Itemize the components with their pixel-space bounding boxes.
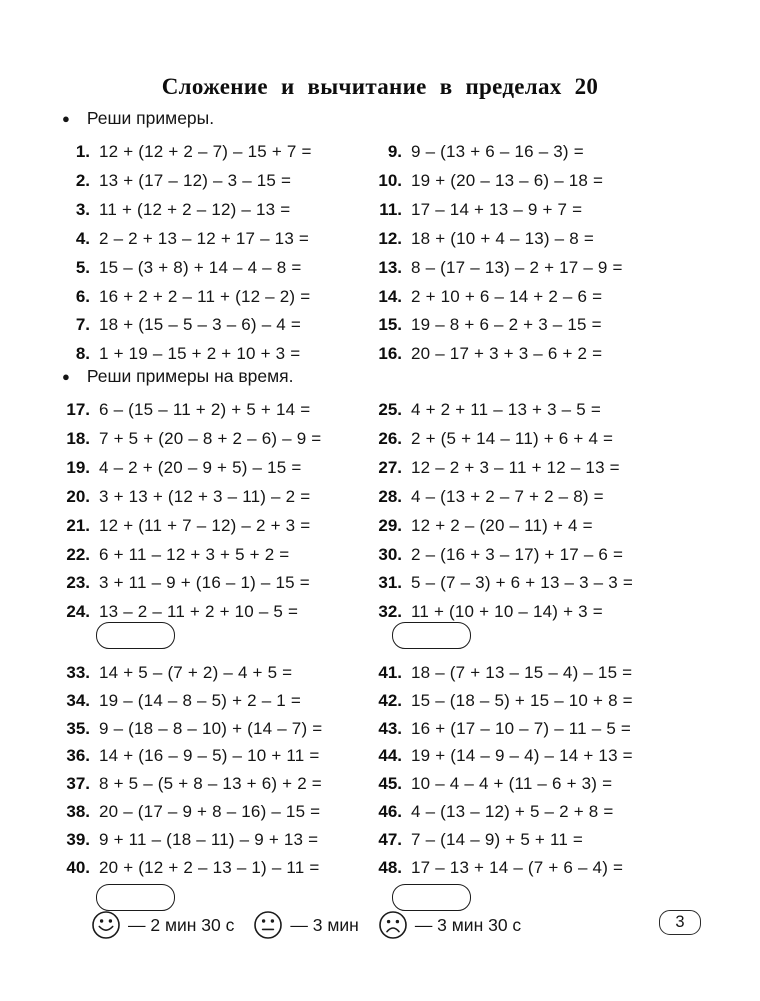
problem-row: [54, 512, 366, 541]
problem-number: 38.: [66, 801, 90, 821]
problem-number: 14.: [378, 286, 402, 306]
bullet-icon: ●: [62, 111, 70, 126]
problem-expression: 12 – 2 + 3 – 11 + 12 – 13 =: [411, 457, 620, 477]
problem-number: 18.: [66, 428, 90, 448]
problems-left-column: [54, 138, 366, 369]
problem-expression: 8 – (17 – 13) – 2 + 17 – 9 =: [411, 257, 623, 277]
problem-number: 13.: [378, 257, 402, 277]
problem-expression: 14 + 5 – (7 + 2) – 4 + 5 =: [99, 663, 293, 682]
problems-right-column: [366, 396, 740, 627]
problem-number: 7.: [75, 315, 90, 335]
problem-number: 48.: [378, 857, 402, 877]
problem-number: 25.: [378, 400, 402, 419]
problem-number: 21.: [66, 515, 90, 535]
problem-row: [54, 569, 366, 598]
problem-expression: 5 – (7 – 3) + 6 + 13 – 3 – 3 =: [411, 573, 633, 593]
instruction-text: Реши примеры.: [86, 108, 215, 128]
page-number: 3: [675, 913, 685, 931]
problem-number: 32.: [378, 602, 402, 622]
problem-expression: 7 + 5 + (20 – 8 + 2 – 6) – 9 =: [99, 428, 322, 448]
problem-row: [366, 715, 740, 743]
problem-number: 4.: [75, 228, 90, 248]
problem-row: [54, 742, 366, 770]
time-answer-box[interactable]: [96, 884, 175, 911]
problem-row: [54, 715, 366, 743]
problem-row: [54, 425, 366, 454]
problem-row: [366, 396, 740, 425]
problem-expression: 20 + (12 + 2 – 13 – 1) – 11 =: [99, 857, 320, 877]
problem-number: 31.: [378, 573, 402, 593]
problems-block-1-16: [54, 138, 740, 369]
problem-number: 17.: [66, 400, 90, 419]
problem-number: 43.: [378, 718, 402, 738]
problem-row: [54, 454, 366, 483]
problem-number: 42.: [378, 690, 402, 710]
problem-expression: 17 – 14 + 13 – 9 + 7 =: [411, 199, 583, 219]
problem-number: 3.: [75, 199, 90, 219]
problem-expression: 10 – 4 – 4 + (11 – 6 + 3) =: [411, 774, 613, 794]
problem-number: 1.: [75, 142, 90, 161]
problem-row: [54, 483, 366, 512]
problem-number: 34.: [66, 690, 90, 710]
problem-expression: 14 + (16 – 9 – 5) – 10 + 11 =: [99, 746, 320, 766]
legend-label: — 3 мин 30 с: [414, 914, 522, 935]
time-legend: [91, 910, 521, 940]
problem-row: [366, 425, 740, 454]
problem-number: 22.: [66, 544, 90, 564]
problem-number: 10.: [378, 170, 402, 190]
problem-expression: 4 + 2 + 11 – 13 + 3 – 5 =: [411, 400, 601, 419]
problem-number: 6.: [75, 286, 90, 306]
problem-expression: 17 – 13 + 14 – (7 + 6 – 4) =: [411, 857, 624, 877]
problem-number: 15.: [378, 315, 402, 335]
sad-face-icon: [378, 910, 408, 940]
problem-number: 5.: [75, 257, 90, 277]
problems-left-column: [54, 659, 366, 881]
problem-expression: 2 – (16 + 3 – 17) + 17 – 6 =: [411, 544, 624, 564]
problem-number: 2.: [75, 170, 90, 190]
problem-row: [366, 454, 740, 483]
problem-number: 36.: [66, 746, 90, 766]
problem-row: [54, 196, 366, 225]
problem-number: 27.: [378, 457, 402, 477]
time-answer-box[interactable]: [96, 622, 175, 649]
instruction-solve: [62, 108, 214, 129]
problem-row: [366, 687, 740, 715]
problem-expression: 18 + (10 + 4 – 13) – 8 =: [411, 228, 594, 248]
page-title: Сложение и вычитание в пределах 20: [161, 74, 599, 99]
problem-number: 19.: [66, 457, 90, 477]
legend-item-fast: [91, 910, 234, 940]
problem-number: 9.: [387, 142, 402, 161]
problem-row: [54, 659, 366, 687]
time-answer-box[interactable]: [392, 884, 471, 911]
problem-expression: 3 + 13 + (12 + 3 – 11) – 2 =: [99, 486, 311, 506]
problem-row: [366, 770, 740, 798]
problem-expression: 7 – (14 – 9) + 5 + 11 =: [411, 829, 584, 849]
problem-expression: 20 – (17 – 9 + 8 – 16) – 15 =: [99, 801, 321, 821]
problem-row: [54, 254, 366, 283]
problems-right-column: [366, 659, 740, 881]
problem-row: [366, 569, 740, 598]
problem-expression: 6 – (15 – 11 + 2) + 5 + 14 =: [99, 400, 311, 419]
problem-expression: 4 – (13 + 2 – 7 + 2 – 8) =: [411, 486, 604, 506]
problem-number: 35.: [66, 718, 90, 738]
problem-number: 45.: [378, 774, 402, 794]
problem-expression: 9 + 11 – (18 – 11) – 9 + 13 =: [99, 829, 319, 849]
problem-number: 30.: [378, 544, 402, 564]
problem-row: [54, 541, 366, 570]
problem-row: [366, 659, 740, 687]
problems-right-column: [366, 138, 740, 369]
problem-row: [54, 225, 366, 254]
problem-number: 44.: [378, 746, 402, 766]
problem-number: 37.: [66, 774, 90, 794]
problem-number: 20.: [66, 486, 90, 506]
problem-expression: 2 – 2 + 13 – 12 + 17 – 13 =: [99, 228, 310, 248]
problem-expression: 20 – 17 + 3 + 3 – 6 + 2 =: [411, 344, 603, 364]
problem-expression: 15 – (18 – 5) + 15 – 10 + 8 =: [411, 690, 633, 710]
problem-number: 12.: [378, 228, 402, 248]
problems-block-33-48: [54, 659, 740, 881]
problem-expression: 18 + (15 – 5 – 3 – 6) – 4 =: [99, 315, 301, 335]
problem-row: [366, 167, 740, 196]
problem-row: [54, 854, 366, 882]
happy-face-icon: [91, 910, 121, 940]
legend-item-slow: [378, 910, 521, 940]
problem-number: 39.: [66, 829, 90, 849]
problem-expression: 16 + 2 + 2 – 11 + (12 – 2) =: [99, 286, 311, 306]
problem-row: [366, 512, 740, 541]
problem-expression: 11 + (10 + 10 – 14) + 3 =: [411, 602, 603, 622]
problem-row: [366, 483, 740, 512]
problem-number: 11.: [379, 199, 402, 219]
problem-row: [366, 826, 740, 854]
problem-number: 16.: [378, 344, 402, 364]
problem-row: [366, 283, 740, 312]
problem-expression: 13 + (17 – 12) – 3 – 15 =: [99, 170, 292, 190]
problem-number: 46.: [378, 801, 402, 821]
problem-row: [54, 687, 366, 715]
problem-row: [366, 225, 740, 254]
problem-expression: 1 + 19 – 15 + 2 + 10 + 3 =: [99, 344, 301, 364]
problem-row: [54, 167, 366, 196]
problem-row: [366, 742, 740, 770]
problem-expression: 19 – (14 – 8 – 5) + 2 – 1 =: [99, 690, 301, 710]
bullet-icon: ●: [62, 369, 70, 384]
problem-number: 28.: [378, 486, 402, 506]
problem-expression: 9 – (13 + 6 – 16 – 3) =: [411, 142, 584, 161]
problem-expression: 16 + (17 – 10 – 7) – 11 – 5 =: [411, 718, 632, 738]
problem-number: 33.: [66, 663, 90, 682]
problem-number: 29.: [378, 515, 402, 535]
problem-expression: 13 – 2 – 11 + 2 + 10 – 5 =: [99, 602, 299, 622]
problem-number: 26.: [378, 428, 402, 448]
instruction-solve-timed: [62, 366, 293, 387]
problem-row: [366, 311, 740, 340]
problem-number: 24.: [66, 602, 90, 622]
problem-expression: 19 – 8 + 6 – 2 + 3 – 15 =: [411, 315, 602, 335]
problem-expression: 6 + 11 – 12 + 3 + 5 + 2 =: [99, 544, 290, 564]
problem-row: [54, 340, 366, 369]
problem-row: [54, 598, 366, 627]
legend-label: — 2 мин 30 с: [128, 914, 235, 935]
problem-row: [54, 770, 366, 798]
problem-expression: 4 – 2 + (20 – 9 + 5) – 15 =: [99, 457, 302, 477]
time-answer-box[interactable]: [392, 622, 471, 649]
problem-number: 23.: [66, 573, 90, 593]
problem-row: [366, 854, 740, 882]
problem-number: 41.: [378, 663, 402, 682]
neutral-face-icon: [253, 910, 283, 940]
problem-row: [54, 138, 366, 167]
problem-expression: 19 + (20 – 13 – 6) – 18 =: [411, 170, 604, 190]
instruction-text: Реши примеры на время.: [86, 366, 294, 386]
problem-number: 47.: [378, 829, 402, 849]
problem-expression: 11 + (12 + 2 – 12) – 13 =: [99, 199, 291, 219]
problem-expression: 4 – (13 – 12) + 5 – 2 + 8 =: [411, 801, 614, 821]
problem-row: [54, 311, 366, 340]
problem-row: [54, 798, 366, 826]
problem-expression: 19 + (14 – 9 – 4) – 14 + 13 =: [411, 746, 633, 766]
problem-row: [54, 826, 366, 854]
legend-item-medium: [253, 910, 358, 940]
problem-expression: 8 + 5 – (5 + 8 – 13 + 6) + 2 =: [99, 774, 322, 794]
problem-row: [366, 340, 740, 369]
problem-expression: 15 – (3 + 8) + 14 – 4 – 8 =: [99, 257, 302, 277]
problem-expression: 12 + 2 – (20 – 11) + 4 =: [411, 515, 593, 535]
problem-expression: 3 + 11 – 9 + (16 – 1) – 15 =: [99, 573, 310, 593]
problem-number: 40.: [66, 857, 90, 877]
problems-left-column: [54, 396, 366, 627]
problem-expression: 12 + (12 + 2 – 7) – 15 + 7 =: [99, 142, 312, 161]
problem-row: [366, 254, 740, 283]
problems-block-17-32: [54, 396, 740, 627]
legend-label: — 3 мин: [290, 914, 359, 935]
problem-expression: 2 + 10 + 6 – 14 + 2 – 6 =: [411, 286, 603, 306]
problem-number: 8.: [75, 344, 90, 364]
problem-expression: 2 + (5 + 14 – 11) + 6 + 4 =: [411, 428, 614, 448]
problem-expression: 9 – (18 – 8 – 10) + (14 – 7) =: [99, 718, 323, 738]
problem-row: [366, 196, 740, 225]
problem-expression: 12 + (11 + 7 – 12) – 2 + 3 =: [99, 515, 311, 535]
problem-row: [366, 541, 740, 570]
problem-row: [366, 138, 740, 167]
page-number-badge: [659, 910, 701, 935]
problem-row: [366, 798, 740, 826]
problem-row: [54, 396, 366, 425]
problem-row: [54, 283, 366, 312]
problem-expression: 18 – (7 + 13 – 15 – 4) – 15 =: [411, 663, 633, 682]
